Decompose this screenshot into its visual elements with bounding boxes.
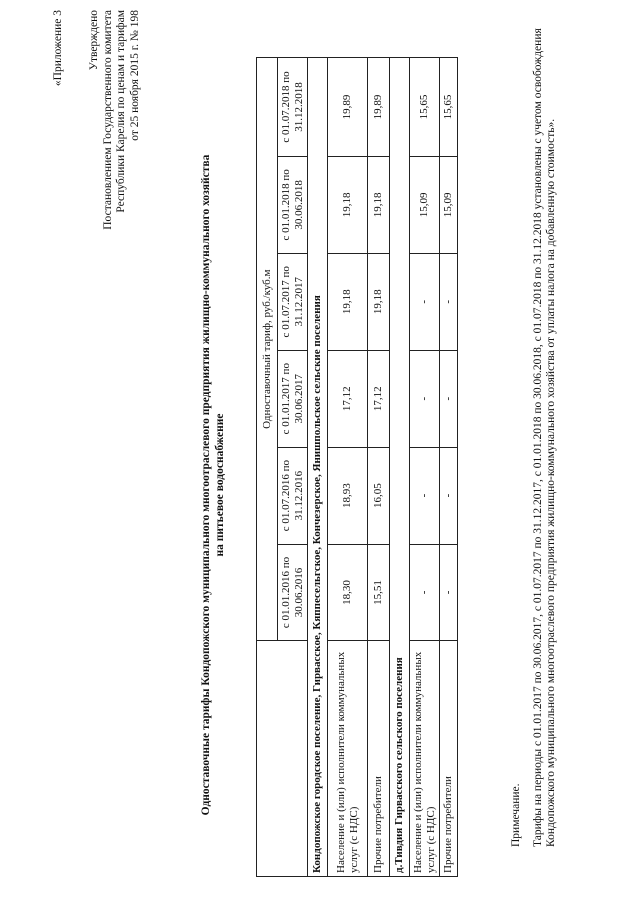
title-line: Одноставочные тарифы Кондопожского муниципального многоотраслевого предприятия жилищно-коммунального хозяйства [200, 154, 212, 816]
tariff-value: 18,30 [328, 544, 368, 641]
consumer-cell: Прочие потребители [368, 641, 390, 877]
tariff-value: 19,89 [328, 58, 368, 157]
tariff-value: - [410, 350, 440, 447]
group-header: Одноставочный тариф, руб./куб.м [257, 58, 278, 641]
tariff-value: 19,18 [328, 253, 368, 350]
section-title: д.Тивдия Гирвасского сельского поселения [390, 58, 410, 877]
tariff-value: - [410, 253, 440, 350]
tariff-table [256, 57, 458, 877]
tariff-value: 15,09 [440, 156, 458, 253]
period-header: с 01.01.2018 по 30.06.2018 [278, 156, 308, 253]
note-block [510, 27, 559, 847]
consumer-cell: Население и (или) исполнители коммунальных услуг (с НДС) [328, 641, 368, 877]
approval-block [88, 10, 142, 250]
period-header: с 01.01.2016 по 30.06.2016 [278, 544, 308, 641]
document-title [200, 135, 227, 835]
annex-label: «Приложение 3 [52, 10, 64, 87]
tariff-value: 17,12 [328, 350, 368, 447]
table-row [368, 58, 390, 877]
note-label: Примечание. [510, 783, 522, 847]
approval-line: Республики Карелия по ценам и тарифам [115, 10, 127, 213]
tariff-value: - [440, 544, 458, 641]
tariff-value: 19,89 [368, 58, 390, 157]
period-header: с 01.07.2017 по 31.12.2017 [278, 253, 308, 350]
tariff-value: - [440, 447, 458, 544]
table-row [328, 58, 368, 877]
table-row [410, 58, 440, 877]
tariff-value: 15,51 [368, 544, 390, 641]
tariff-value: 19,18 [368, 156, 390, 253]
approval-line: от 25 ноября 2015 г. № 198 [128, 10, 141, 141]
tariff-value: 15,65 [410, 58, 440, 157]
approval-line: Постановлением Государственного комитета [101, 10, 114, 230]
consumer-cell: Прочие потребители [440, 641, 458, 877]
note-text: Тарифы на периоды с 01.01.2017 по 30.06.2017, с 01.07.2017 по 31.12.2017, с 01.01.2018 по 30.06.2018, с 01.07.2018 по 31.12.2018 установлены с учетом освобождения Кондопожского муниципального многоотраслевого предприятия жилищно-коммунального хозяйства от уплаты налога на добавленную стоимость». [531, 28, 557, 847]
period-header: с 01.07.2016 по 31.12.2016 [278, 447, 308, 544]
tariff-value: 19,18 [328, 156, 368, 253]
tariff-value: - [440, 253, 458, 350]
section-title: Кондопожское городское поселение, Гирвасское, Кяппесельгское, Кончезерское, Янишпольское сельские поселения [308, 58, 328, 877]
consumer-header-cell [257, 641, 308, 877]
section-row [390, 58, 410, 877]
title-line: на питьевое водоснабжение [213, 413, 226, 557]
period-header: с 01.07.2018 по 31.12.2018 [278, 58, 308, 157]
consumer-cell: Население и (или) исполнители коммунальных услуг (с НДС) [410, 641, 440, 877]
tariff-value: - [410, 544, 440, 641]
period-header: с 01.01.2017 по 30.06.2017 [278, 350, 308, 447]
tariff-value: - [440, 350, 458, 447]
tariff-value: 15,09 [410, 156, 440, 253]
table-row [440, 58, 458, 877]
tariff-value: - [410, 447, 440, 544]
table-header-row [257, 58, 278, 877]
tariff-value: 15,65 [440, 58, 458, 157]
approval-line: Утверждено [88, 10, 100, 71]
tariff-value: 17,12 [368, 350, 390, 447]
tariff-value: 19,18 [368, 253, 390, 350]
tariff-value: 18,93 [328, 447, 368, 544]
section-row [308, 58, 328, 877]
tariff-value: 16,05 [368, 447, 390, 544]
